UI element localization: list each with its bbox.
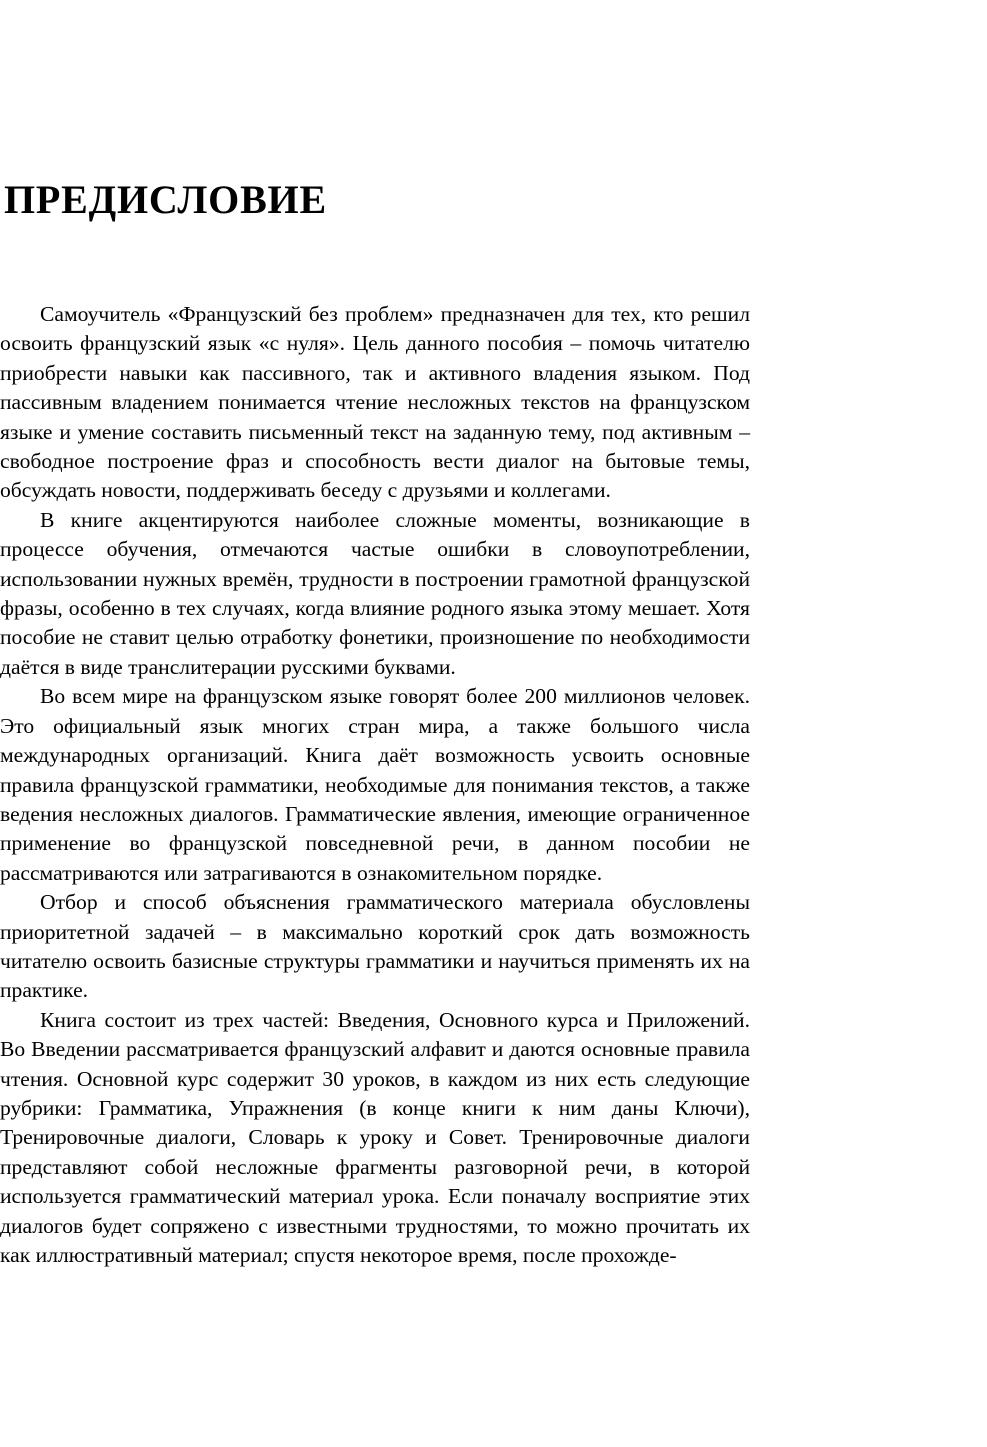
paragraph: Отбор и способ объяснения грамматического материала обусловлены приоритетной задачей – в максимально короткий срок дать возможность читателю освоить базисные структуры грамматики и научиться применять их на практике.	[0, 890, 750, 1003]
paragraph: В книге акцентируются наиболее сложные моменты, возникающие в процессе обучения, отмечаются частые ошибки в словоупотреблении, использовании нужных времён, трудности в построении грамотной французской фразы, особенно в тех случаях, когда влияние родного языка этому мешает. Хотя пособие не ставит целью отработку фонетики, произношение по необходимости даётся в виде транслитерации русскими буквами.	[0, 507, 750, 679]
page-title: ПРЕДИСЛОВИЕ	[4, 177, 327, 222]
body-text-block	[0, 300, 750, 1270]
paragraph: Самоучитель «Французский без проблем» предназначен для тех, кто решил освоить французский язык «с нуля». Цель данного пособия – помочь читателю приобрести навыки как пассивного, так и активного владения языком. Под пассивным владением понимается чтение несложных текстов на французском языке и умение составить письменный текст на заданную тему, под активным – свободное построение фраз и способность вести диалог на бытовые темы, обсуждать новости, поддерживать беседу с друзьями и коллегами.	[0, 302, 750, 503]
paragraph: Во всем мире на французском языке говорят более 200 миллионов человек. Это официальный язык многих стран мира, а также большого числа международных организаций. Книга даёт возможность усвоить основные правила французской грамматики, необходимые для понимания текстов, а также ведения несложных диалогов. Грамматические явления, имеющие ограниченное применение во французской повседневной речи, в данном пособии не рассматриваются или затрагиваются в ознакомительном порядке.	[0, 684, 750, 885]
paragraph: Книга состоит из трех частей: Введения, Основного курса и Приложений. Во Введении рассматривается французский алфавит и даются основные правила чтения. Основной курс содержит 30 уроков, в каждом из них есть следующие рубрики: Грамматика, Упражнения (в конце книги к ним даны Ключи), Тренировочные диалоги, Словарь к уроку и Совет. Тренировочные диалоги представляют собой несложные фрагменты разговорной речи, в которой используется грамматический материал урока. Если поначалу восприятие этих диалогов будет сопряжено с известными трудностями, то можно прочитать их как иллюстративный материал; спустя некоторое время, после прохожде-	[0, 1007, 750, 1267]
